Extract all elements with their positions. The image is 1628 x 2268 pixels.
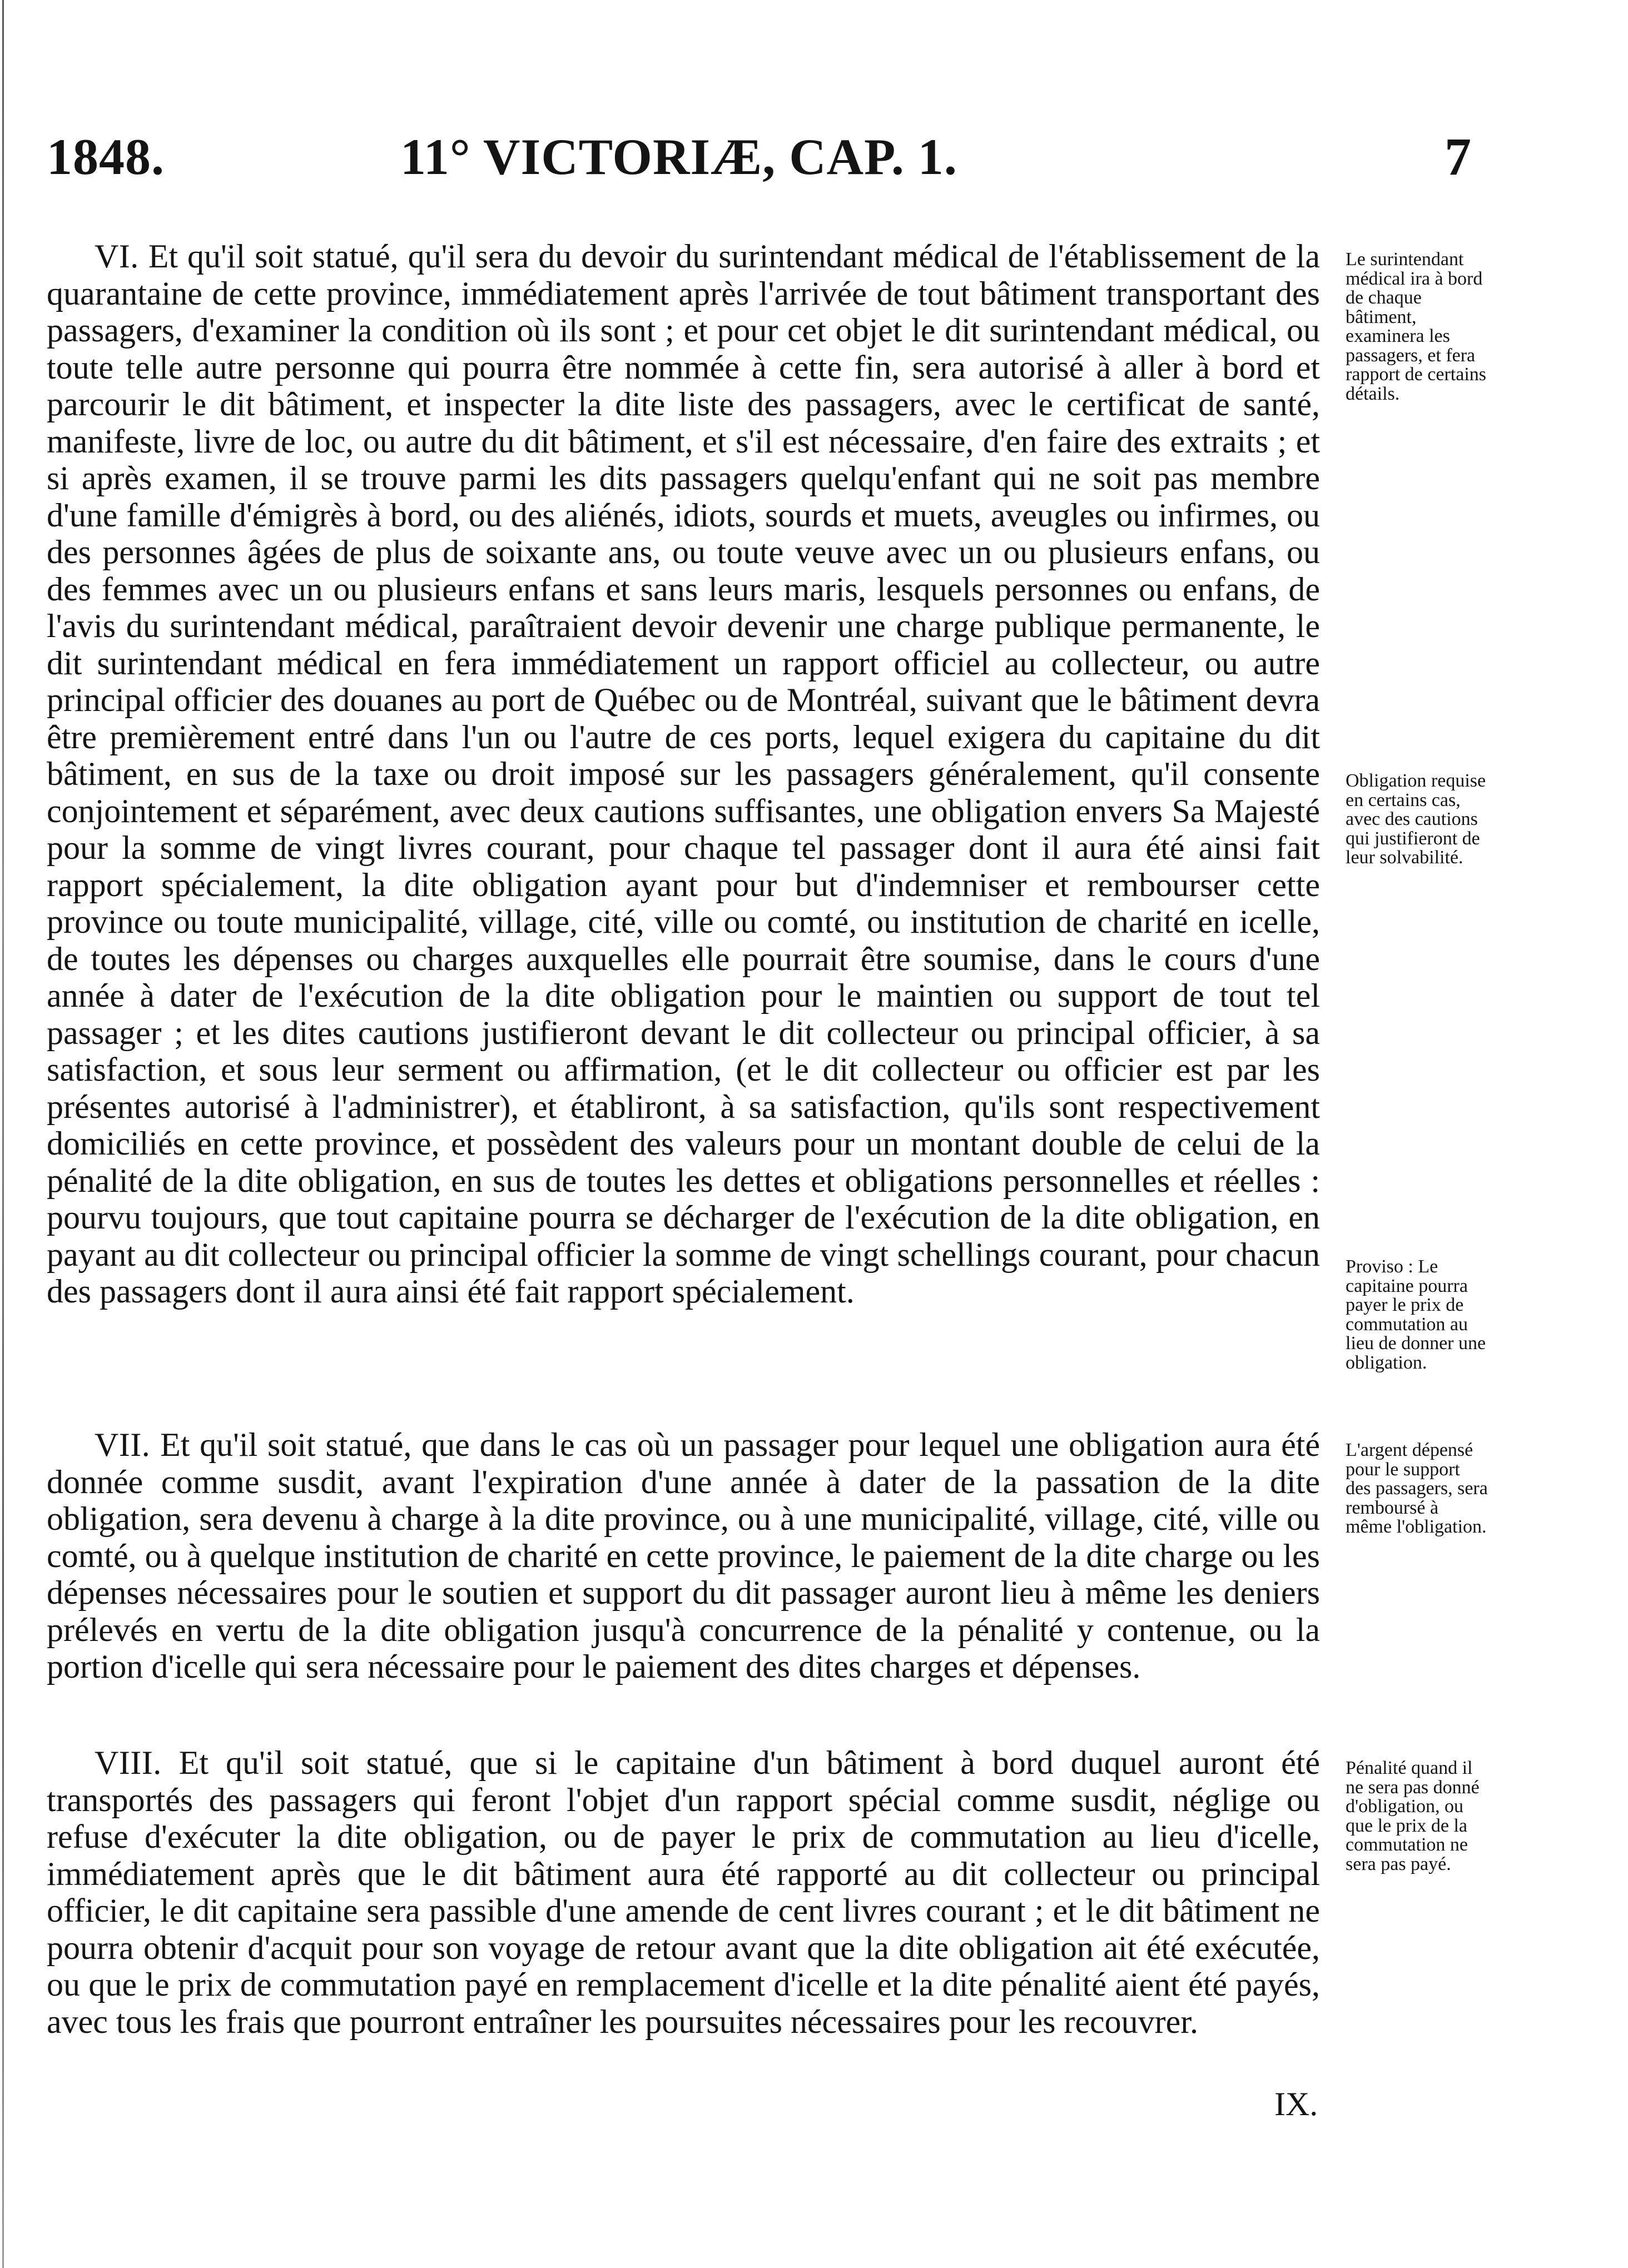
- section-number: VI.: [95, 238, 139, 275]
- section-vi: [47, 238, 1320, 1310]
- header-year: 1848.: [47, 128, 165, 185]
- marginal-note-bond-required: Obligation requise en certains cas, avec des cautions qui justifieront de leur solvabilité.: [1346, 770, 1486, 868]
- section-text: Et qu'il soit statué, qu'il sera du devoir du surintendant médical de l'établissement de la quarantaine de cette province, immédiatement après l'arrivée de tout bâtiment transportant des passagers, d'examiner la condition où ils sont ; et pour cet objet le dit surintendant médical, ou toute telle autre personne qui pourra être nommée à cette fin, sera autorisé à aller à bord et parcourir le dit bâtiment, et inspecter la dite liste des passagers, avec le certificat de santé, manifeste, livre de loc, ou autre du dit bâtiment, et s'il est nécessaire, d'en faire des extraits ; et si après examen, il se trouve parmi les dits passagers quelqu'enfant qui ne soit pas membre d'une famille d'émigrès à bord, ou des aliénés, idiots, sourds et muets, aveugles ou infirmes, ou des personnes âgées de plus de soixante ans, ou toute veuve avec un ou plusieurs enfans, ou des femmes avec un ou plusieurs enfans et sans leurs maris, lesquels personnes ou enfans, de l'avis du surintendant médical, paraîtraient devoir devenir une charge publique permanente, le dit surintendant médical en fera immédiatement un rapport officiel au collecteur, ou autre principal officier des douanes au port de Québec ou de Montréal, suivant que le bâtiment devra être premièrement entré dans l'un ou l'autre de ces ports, lequel exigera du capitaine du dit bâtiment, en sus de la taxe ou droit imposé sur les passagers généralement, qu'il consente conjointement et séparément, avec deux cautions suffisantes, une obligation envers Sa Majesté pour la somme de vingt livres courant, pour chaque tel passager dont il aura été ainsi fait rapport spécialement, la dite obligation ayant pour but d'indemniser et rembourser cette province ou toute municipalité, village, cité, ville ou comté, ou institution de charité en icelle, de toutes les dépenses ou charges auxquelles elle pourrait être soumise, dans le cours d'une année à dater de l'exécution de la dite obligation pour le maintien ou support de tout tel passager ; et les dites cautions justifieront devant le dit collecteur ou principal officier, à sa satisfaction, et sous leur serment ou affirmation, (et le dit collecteur ou officier est par les présentes autorisé à l'administrer), et établiront, à sa satisfaction, qu'ils sont respectivement domiciliés en cette province, et possèdent des valeurs pour un montant double de celui de la pénalité de la dite obligation, en sus de toutes les dettes et obligations personnelles et réelles : pourvu toujours, que tout capitaine pourra se décharger de l'exécution de la dite obligation, en payant au dit collecteur ou principal officier la somme de vingt schellings courant, pour chacun des passagers dont il aura ainsi été fait rapport spécialement.: [47, 238, 1320, 1310]
- section-number: VII.: [95, 1426, 151, 1463]
- marginal-note-reimbursement: L'argent dépensé pour le support des passagers, sera remboursé à même l'obligation.: [1346, 1440, 1488, 1537]
- catchword: IX.: [1274, 2086, 1318, 2122]
- section-vii: [47, 1426, 1320, 1685]
- section-viii: [47, 1744, 1320, 2040]
- section-text: Et qu'il soit statué, que si le capitaine d'un bâtiment à bord duquel auront été transportés des passagers qui feront l'objet d'un rapport spécial comme susdit, néglige ou refuse d'exécuter la dite obligation, ou de payer le prix de commutation au lieu d'icelle, immédiatement après que le dit bâtiment aura été rapporté au dit collecteur ou principal officier, le dit capitaine sera passible d'une amende de cent livres courant ; et le dit bâtiment ne pourra obtenir d'acquit pour son voyage de retour avant que la dite obligation ait été exécutée, ou que le prix de commutation payé en remplacement d'icelle et la dite pénalité aient été payés, avec tous les frais que pourront entraîner les poursuites nécessaires pour les recouvrer.: [47, 1744, 1320, 2040]
- marginal-note-medical-inspection: Le surintendant médical ira à bord de chaque bâtiment, examinera les passagers, et fera rapport de certains détails.: [1346, 249, 1486, 404]
- page-edge-rule: [2, 0, 4, 2268]
- page-number: 7: [1445, 127, 1472, 186]
- marginal-note-penalty: Pénalité quand il ne sera pas donné d'obligation, ou que le prix de la commutation ne sera pas payé.: [1346, 1758, 1480, 1874]
- marginal-note-proviso-commutation: Proviso : Le capitaine pourra payer le prix de commutation au lieu de donner une obligation.: [1346, 1256, 1486, 1373]
- section-number: VIII.: [95, 1744, 162, 1781]
- header-title: 11° VICTORIÆ, CAP. 1.: [400, 128, 957, 185]
- section-text: Et qu'il soit statué, que dans le cas où un passager pour lequel une obligation aura été donnée comme susdit, avant l'expiration d'une année à dater de la passation de la dite obligation, sera devenu à charge à la dite province, ou à une municipalité, village, cité, ville ou comté, ou à quelque institution de charité en cette province, le paiement de la dite charge ou les dépenses nécessaires pour le soutien et support du dit passager auront lieu à même les deniers prélevés en vertu de la dite obligation jusqu'à concurrence de la pénalité y contenue, ou la portion d'icelle qui sera nécessaire pour le paiement des dites charges et dépenses.: [47, 1426, 1321, 1685]
